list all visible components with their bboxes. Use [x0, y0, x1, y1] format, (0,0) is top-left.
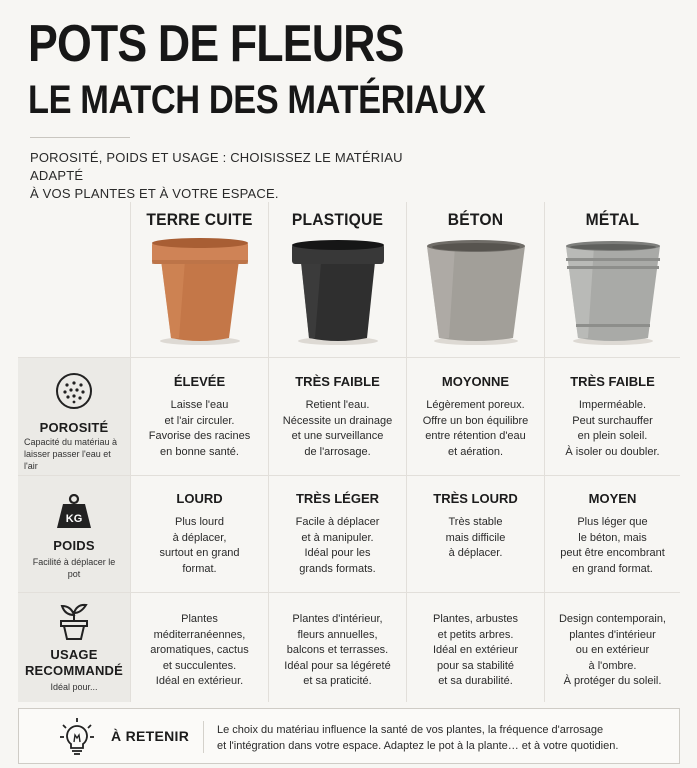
cell-text: Design contemporain, plantes d'intérieur ou en extérieur à l'ombre. À protéger du soleil.: [558, 613, 666, 687]
retain-line-2: et l'intégration dans votre espace. Adaptez le pot à la plante… et à votre quotidien.: [217, 740, 619, 752]
porous-circle-icon: [55, 372, 93, 410]
cell-usage-beton: [407, 612, 544, 690]
cell-text: Légèrement poreux. Offre un bon équilibre entre rétention d'eau et aération.: [422, 399, 529, 458]
cell-heading: MOYONNE: [441, 374, 510, 389]
cell-usage-terre-cuite: [131, 612, 268, 690]
cell-heading: TRÈS LOURD: [433, 491, 518, 506]
retain-separator: [203, 721, 204, 753]
row-label-usage: [18, 593, 130, 702]
cell-heading: TRÈS FAIBLE: [570, 374, 655, 389]
cell-text: Plus léger que le béton, mais peut être encombrant en grand format.: [560, 516, 665, 575]
column-terre-cuite: [131, 202, 268, 357]
intro-line-1: POROSITÉ, POIDS ET USAGE : CHOISISSEZ LE MATÉRIAU ADAPTÉ: [30, 150, 403, 183]
material-name: MÉTAL: [585, 210, 640, 229]
cell-poids-metal: [545, 491, 680, 577]
cell-text: Facile à déplacer et à manipuler. Idéal pour les grands formats.: [295, 516, 380, 575]
row-label-desc: Facilité à déplacer le pot: [32, 557, 116, 579]
row-label-porosite: [18, 358, 130, 475]
cell-heading: MOYEN: [588, 491, 637, 506]
cell-poids-terre-cuite: [131, 491, 268, 577]
plastic-pot-icon: [283, 238, 393, 346]
row-label-text: POIDS: [53, 538, 95, 553]
cell-porosite-plastique: [269, 374, 406, 460]
cell-text: Imperméable. Peut surchauffer en plein soleil. À isoler ou doubler.: [565, 399, 660, 458]
row-label-text-1: USAGE: [50, 647, 98, 662]
material-name: BÉTON: [447, 210, 504, 229]
row-label-text-2: RECOMMANDÉ: [24, 663, 124, 678]
cell-porosite-metal: [545, 374, 680, 460]
cell-text: Plantes méditerranéennes, aromatiques, cactus et succulentes. Idéal en extérieur.: [150, 613, 249, 687]
cell-text: Plus lourd à déplacer, surtout en grand format.: [159, 516, 240, 575]
cell-poids-plastique: [269, 491, 406, 577]
intro-line-2: À VOS PLANTES ET À VOTRE ESPACE.: [30, 186, 279, 201]
retain-line-1: Le choix du matériau influence la santé de vos plantes, la fréquence d'arrosage: [217, 724, 604, 736]
cell-text: Laisse l'eau et l'air circuler. Favorise des racines en bonne santé.: [148, 399, 251, 458]
cell-porosite-beton: [407, 374, 544, 460]
retain-box: [18, 708, 680, 764]
retain-text: [217, 722, 667, 754]
page-title: POTS DE FLEURS: [28, 15, 404, 73]
cell-heading: TRÈS LÉGER: [295, 491, 380, 506]
cell-porosite-terre-cuite: [131, 374, 268, 460]
cell-heading: TRÈS FAIBLE: [295, 374, 380, 389]
concrete-pot-icon: [421, 238, 531, 346]
cell-text: Plantes, arbustes et petits arbres. Idéal en extérieur pour sa stabilité et sa durabilité.: [433, 613, 518, 687]
row-label-desc: Capacité du matériau à laisser passer l'eau et l'air: [24, 437, 118, 471]
cell-poids-beton: [407, 491, 544, 562]
title-divider: [30, 137, 130, 138]
lightbulb-icon: [59, 717, 95, 757]
kg-weight-icon: [55, 494, 93, 530]
cell-heading: LOURD: [176, 491, 223, 506]
material-name: TERRE CUITE: [146, 210, 253, 229]
terracotta-pot-icon: [145, 238, 255, 346]
cell-text: Plantes d'intérieur, fleurs annuelles, balcons et terrasses. Idéal pour sa légéreté et sa praticité.: [284, 613, 391, 687]
row-label-poids: [18, 476, 130, 592]
column-metal: [545, 202, 680, 357]
cell-text: Très stable mais difficile à déplacer.: [445, 516, 506, 559]
cell-usage-plastique: [269, 612, 406, 690]
page-subtitle: LE MATCH DES MATÉRIAUX: [28, 78, 486, 122]
column-beton: [407, 202, 544, 357]
intro-text: [30, 149, 450, 203]
svg-text:KG: KG: [65, 513, 83, 525]
cell-text: Retient l'eau. Nécessite un drainage et une surveillance de l'arrosage.: [282, 399, 393, 458]
material-name: PLASTIQUE: [291, 210, 384, 229]
potted-plant-icon: [57, 603, 91, 641]
row-label-desc: Idéal pour...: [50, 682, 98, 692]
cell-usage-metal: [545, 612, 680, 690]
row-label-text: POROSITÉ: [39, 420, 109, 435]
cell-heading: ÉLEVÉE: [173, 374, 226, 389]
column-plastique: [269, 202, 406, 357]
retain-label: À RETENIR: [111, 728, 190, 744]
metal-pot-icon: [558, 238, 668, 346]
